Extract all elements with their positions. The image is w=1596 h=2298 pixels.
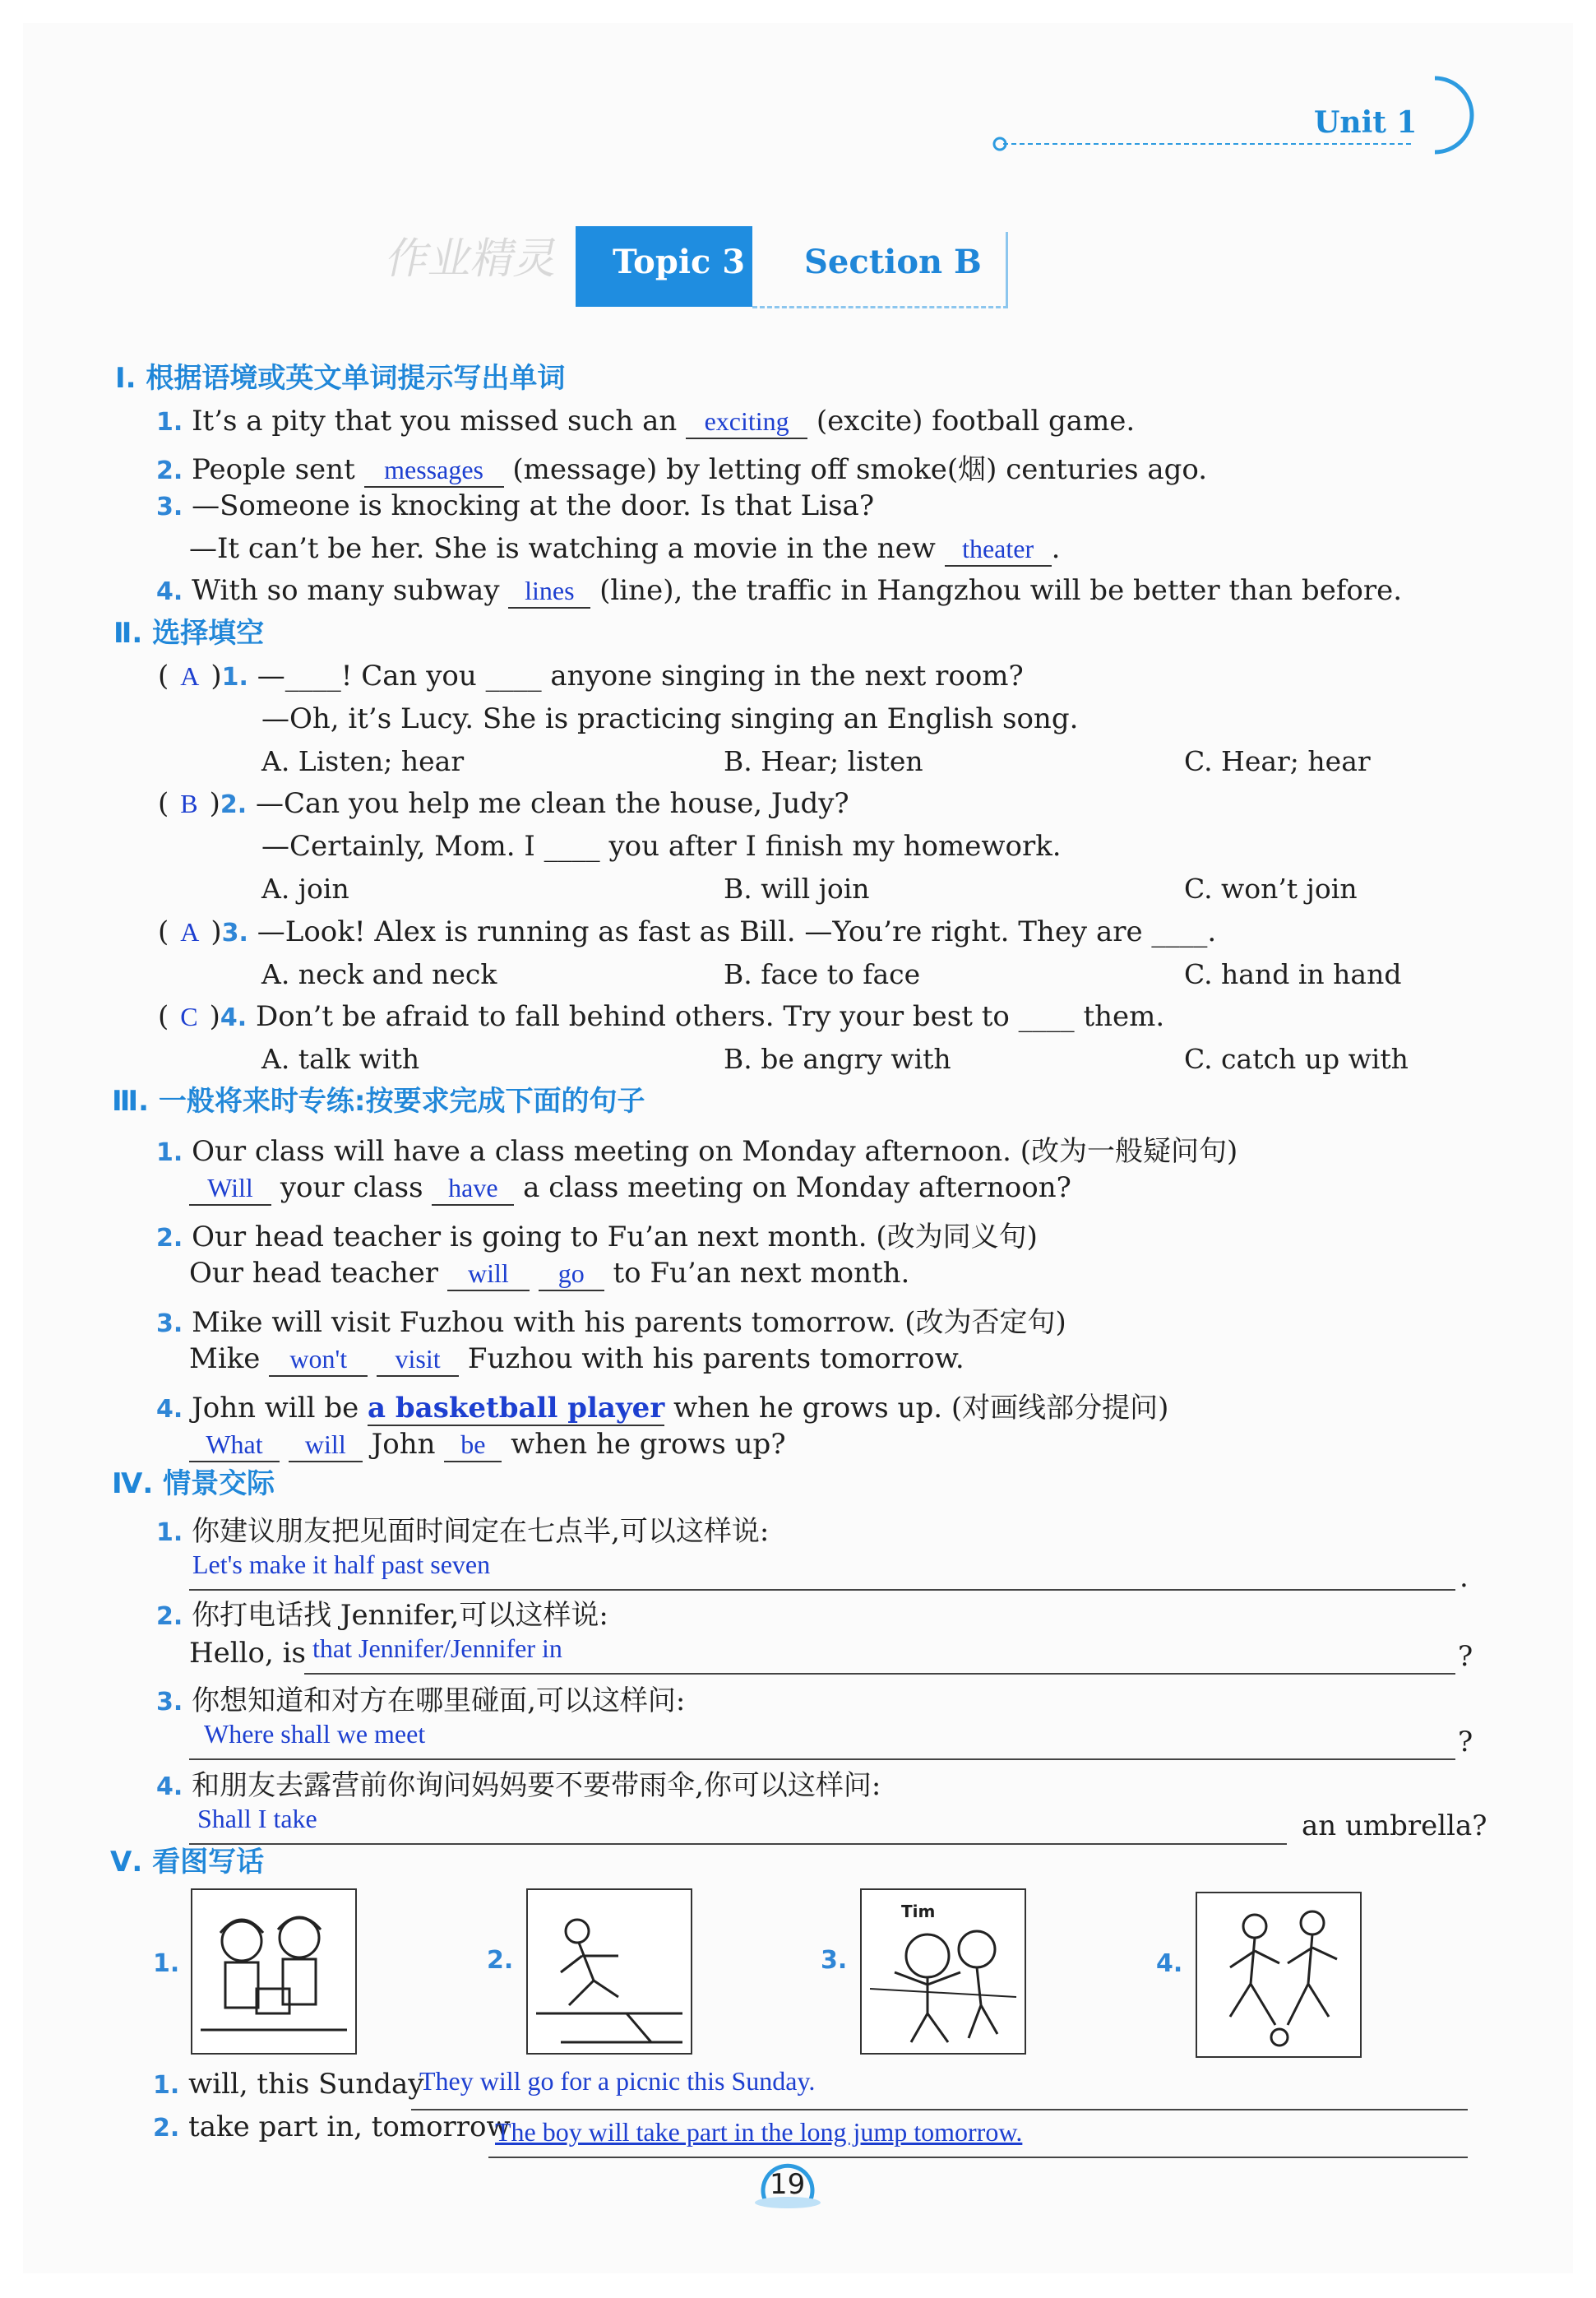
answer-text[interactable]: theater	[962, 534, 1034, 563]
prompt-text: (message) by letting off smoke(烟) centuries ago.	[512, 453, 1208, 486]
line-end: ?	[1458, 1726, 1473, 1758]
p1-item-3	[156, 489, 874, 522]
item-number: 3.	[156, 493, 183, 521]
p5-answer-1[interactable]: They will go for a picnic this Sunday.	[419, 2066, 816, 2096]
picture-label: Tim	[901, 1902, 936, 1921]
header-arc-icon	[987, 66, 1480, 164]
p2-item-1-line2: —Oh, it’s Lucy. She is practicing singing an English song.	[261, 702, 1079, 735]
p4-item-2-pre: Hello, is	[189, 1637, 306, 1670]
answer-line	[488, 2157, 1468, 2158]
p4-item-2	[156, 1592, 608, 1633]
question-text: Our class will have a class meeting on Monday afternoon. (改为一般疑问句)	[192, 1135, 1238, 1168]
item-number: 4.	[156, 1395, 183, 1424]
picture-number: 1.	[153, 1949, 180, 1978]
option-c[interactable]: C. won’t join	[1184, 873, 1358, 905]
question-text: Don’t be afraid to fall behind others. Try your best to ____ them.	[255, 1000, 1165, 1033]
line-end: ?	[1458, 1640, 1473, 1673]
p1-item-4	[156, 574, 1402, 609]
sentence-text: when he grows up?	[511, 1428, 786, 1461]
answer-text[interactable]: won't	[289, 1344, 348, 1374]
underlined-phrase: a basketball player	[368, 1392, 665, 1425]
p4-answer-2[interactable]: that Jennifer/Jennifer in	[312, 1633, 562, 1663]
picture-number: 2.	[487, 1946, 514, 1975]
p3-item-4	[156, 1385, 1168, 1425]
option-b[interactable]: B. be angry with	[724, 1043, 951, 1075]
item-number: 3.	[221, 919, 248, 947]
sentence-text: a class meeting on Monday afternoon?	[523, 1171, 1071, 1204]
p3-item-1-answer	[189, 1171, 1071, 1206]
answer-text[interactable]: messages	[384, 455, 483, 484]
p3-item-1	[156, 1128, 1237, 1169]
question-text: —____! Can you ____ anyone singing in the next room?	[257, 660, 1024, 693]
item-number: 2.	[156, 1602, 183, 1631]
option-a[interactable]: A. join	[261, 873, 349, 905]
answer-line	[411, 2109, 1468, 2110]
question-text: 和朋友去露营前你询问妈妈要不要带雨伞,你可以这样问:	[192, 1769, 881, 1802]
cue-text: take part in, tomorrow	[188, 2110, 511, 2143]
item-number: 2.	[220, 790, 247, 819]
answer-line	[189, 1843, 1287, 1845]
cue-text: will, this Sunday	[188, 2068, 424, 2101]
p3-item-3-answer	[189, 1342, 965, 1377]
prompt-text: —It can’t be her. She is watching a movie in the new	[189, 532, 936, 565]
question-text: John will be	[192, 1392, 359, 1425]
p2-item-2-line2: —Certainly, Mom. I ____ you after I finish my homework.	[261, 830, 1062, 863]
answer-mark[interactable]: C	[180, 1002, 198, 1031]
option-a[interactable]: A. neck and neck	[261, 958, 497, 990]
picture-3	[860, 1888, 1026, 2055]
part2-title: Ⅱ. 选择填空	[113, 617, 265, 650]
sentence-text: to Fu’an next month.	[613, 1257, 910, 1290]
p2-item-4: ( C )4. Don’t be afraid to fall behind others. Try your best to ____ them.	[158, 1000, 1165, 1033]
topic-label: Topic 3	[613, 243, 746, 281]
p5-item-1	[153, 2068, 423, 2101]
item-number: 4.	[220, 1003, 247, 1032]
item-number: 4.	[156, 577, 183, 606]
question-text: 你想知道和对方在哪里碰面,可以这样问:	[192, 1684, 686, 1717]
answer-text[interactable]: Will	[207, 1173, 253, 1202]
watermark: 作业精灵	[382, 234, 564, 284]
p3-item-2-answer	[189, 1257, 909, 1291]
item-number: 1.	[156, 1138, 183, 1167]
p3-item-4-answer	[189, 1428, 786, 1462]
answer-text[interactable]: What	[206, 1429, 263, 1459]
option-c[interactable]: C. catch up with	[1184, 1043, 1409, 1075]
part3-title: Ⅲ. 一般将来时专练:按要求完成下面的句子	[112, 1085, 645, 1118]
p4-item-4	[156, 1763, 881, 1803]
picnic-icon	[192, 1890, 355, 2053]
p4-item-3	[156, 1678, 685, 1718]
answer-mark[interactable]: A	[180, 917, 200, 947]
p2-item-3: ( A )3. —Look! Alex is running as fast as Bill. —You’re right. They are ____.	[158, 915, 1217, 948]
race-icon	[862, 1890, 1025, 2053]
item-number: 2.	[156, 1224, 183, 1253]
p4-answer-3[interactable]: Where shall we meet	[204, 1719, 426, 1749]
item-number: 1.	[156, 1518, 183, 1547]
prompt-text: People sent	[192, 453, 355, 486]
question-text: —Look! Alex is running as fast as Bill. —You’re right. They are ____.	[257, 915, 1217, 948]
long-jump-icon	[528, 1890, 691, 2053]
p4-answer-4[interactable]: Shall I take	[197, 1804, 317, 1833]
question-text: Mike will visit Fuzhou with his parents tomorrow. (改为否定句)	[192, 1306, 1066, 1339]
item-number: 2.	[153, 2114, 180, 2143]
sentence-text: Our head teacher	[189, 1257, 439, 1290]
answer-text[interactable]: visit	[395, 1344, 441, 1374]
p4-item-1	[156, 1508, 769, 1549]
item-number: 1.	[156, 408, 183, 437]
answer-text[interactable]: exciting	[704, 406, 789, 436]
answer-text[interactable]: go	[557, 1258, 585, 1288]
prompt-text: (excite) football game.	[816, 405, 1136, 438]
sentence-text: Mike	[189, 1342, 261, 1375]
question-text: 你建议朋友把见面时间定在七点半,可以这样说:	[192, 1515, 770, 1548]
answer-text[interactable]: have	[448, 1173, 498, 1202]
item-number: 4.	[156, 1772, 183, 1801]
picture-1	[191, 1888, 357, 2055]
option-c[interactable]: C. hand in hand	[1184, 958, 1402, 990]
page-number: 19	[770, 2168, 806, 2201]
p3-item-2	[156, 1214, 1038, 1254]
prompt-text: .	[1051, 532, 1061, 565]
p4-answer-1[interactable]: Let's make it half past seven	[192, 1550, 491, 1579]
answer-line	[189, 1589, 1455, 1591]
p5-item-2	[153, 2110, 511, 2143]
option-c[interactable]: C. Hear; hear	[1184, 745, 1371, 777]
picture-number: 3.	[821, 1946, 848, 1975]
p5-answer-2[interactable]: The boy will take part in the long jump tomorrow.	[495, 2117, 1023, 2147]
unit-label: Unit 1	[1314, 105, 1418, 140]
answer-text[interactable]: will	[467, 1258, 509, 1288]
option-a[interactable]: A. Listen; hear	[261, 745, 465, 777]
part4-title: Ⅳ. 情景交际	[112, 1467, 275, 1500]
prompt-text: It’s a pity that you missed such an	[192, 405, 678, 438]
sentence-text: your class	[280, 1171, 423, 1204]
option-a[interactable]: A. talk with	[261, 1043, 420, 1075]
question-text: Our head teacher is going to Fu’an next month. (改为同义句)	[192, 1221, 1038, 1253]
line-end: an umbrella?	[1302, 1809, 1487, 1842]
answer-text[interactable]: be	[460, 1429, 486, 1459]
item-number: 1.	[221, 663, 248, 692]
picture-2	[526, 1888, 692, 2055]
question-text: —Can you help me clean the house, Judy?	[255, 787, 849, 820]
item-number: 3.	[156, 1688, 183, 1717]
prompt-text: (line), the traffic in Hangzhou will be better than before.	[599, 574, 1403, 607]
answer-mark[interactable]: A	[180, 661, 200, 691]
p2-item-1: ( A )1. —____! Can you ____ anyone singing in the next room?	[158, 660, 1024, 693]
picture-number: 4.	[1156, 1949, 1183, 1978]
option-b[interactable]: B. Hear; listen	[724, 745, 923, 777]
item-number: 2.	[156, 456, 183, 485]
item-number: 3.	[156, 1309, 183, 1338]
p1-item-1	[156, 405, 1135, 439]
answer-mark[interactable]: B	[180, 789, 198, 818]
part5-title: Ⅴ. 看图写话	[110, 1846, 265, 1879]
prompt-text: —Someone is knocking at the door. Is that Lisa?	[192, 489, 875, 522]
sentence-text: John	[371, 1428, 436, 1461]
item-number: 1.	[153, 2071, 180, 2100]
football-icon	[1197, 1893, 1360, 2056]
question-text: when he grows up. (对画线部分提问)	[673, 1392, 1169, 1425]
question-text: 你打电话找 Jennifer,可以这样说:	[192, 1599, 608, 1632]
option-b[interactable]: B. face to face	[724, 958, 921, 990]
line-end: .	[1460, 1561, 1469, 1594]
p1-item-2	[156, 447, 1207, 488]
answer-line	[189, 1758, 1455, 1760]
sentence-text: Fuzhou with his parents tomorrow.	[467, 1342, 965, 1375]
section-label: Section B	[804, 243, 982, 281]
answer-text[interactable]: lines	[525, 576, 575, 605]
p2-item-2: ( B )2. —Can you help me clean the house, Judy?	[158, 787, 849, 820]
answer-line	[304, 1673, 1455, 1675]
p3-item-3	[156, 1300, 1066, 1340]
option-b[interactable]: B. will join	[724, 873, 870, 905]
prompt-text: With so many subway	[192, 574, 500, 607]
part1-title: Ⅰ. 根据语境或英文单词提示写出单词	[115, 362, 566, 395]
answer-text[interactable]: will	[304, 1429, 346, 1459]
p1-item-3-line2	[189, 532, 1060, 567]
picture-4	[1196, 1892, 1362, 2058]
